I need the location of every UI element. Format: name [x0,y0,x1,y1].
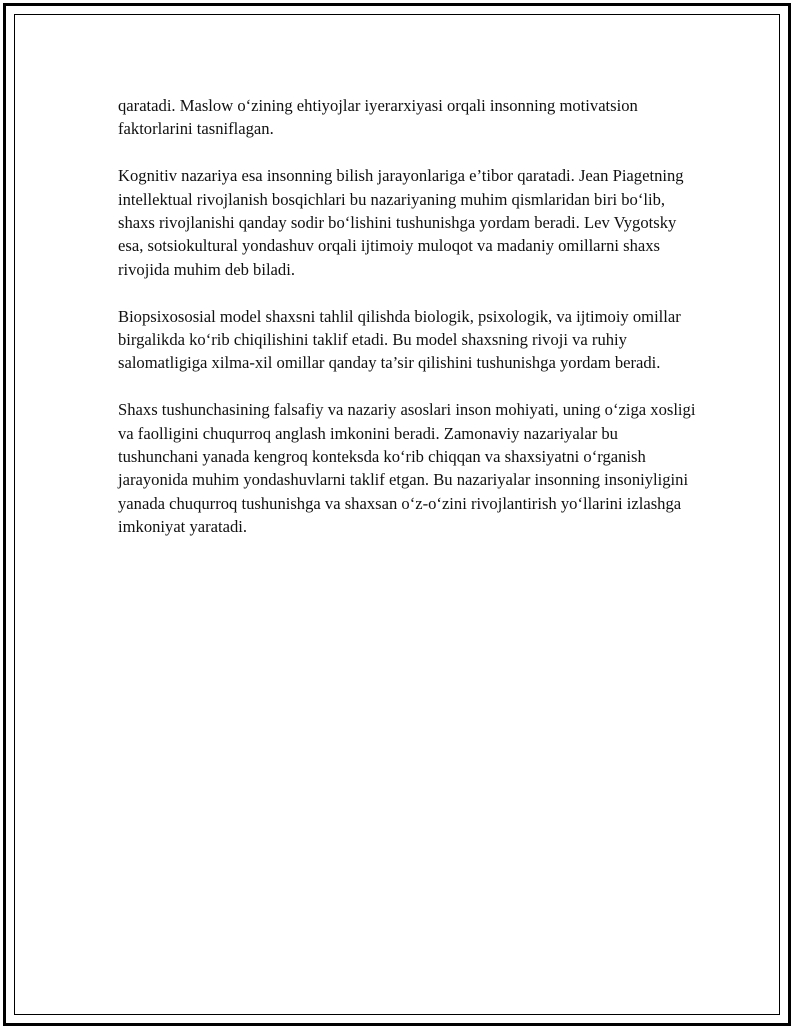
paragraph-biopsychosocial-model: Biopsixososial model shaxsni tahlil qilishda biologik, psixologik, va ijtimoiy omillar birgalikda ko‘rib chiqilishini taklif etadi. Bu model shaxsning rivoji va ruhiy salomatligiga xilma-xil omillar qanday ta’sir qilishini tushunishga yordam beradi. [118,306,681,373]
paragraph-conclusion: Shaxs tushunchasining falsafiy va nazariy asoslari inson mohiyati, uning o‘ziga xosligi va faolligini chuqurroq anglash imkonini beradi. Zamonaviy nazariyalar bu tushunchani yanada kengroq konteksda ko‘rib chiqqan va shaxsiyatni o‘rganish jarayonida muhim yondashuvlarni taklif etgan. Bu nazariyalar insonning insoniyligini yanada chuqurroq tushunishga va shaxsan o‘z-o‘zini rivojlantirish yo‘llarini izlashga imkoniyat yaratadi. [118,400,696,537]
paragraph-cognitive-theory: Kognitiv nazariya esa insonning bilish jarayonlariga e’tibor qaratadi. Jean Piagetning intellektual rivojlanish bosqichlari bu nazariyaning muhim qismlaridan biri bo‘lib, shaxs rivojlanishi qanday sodir bo‘lishini tushunishga yordam beradi. Lev Vygotsky esa, sotsiokultural yondashuv orqali ijtimoiy muloqot va madaniy omillarni shaxs rivojida muhim deb biladi. [118,166,684,279]
document-body [118,94,698,562]
paragraph-maslow: qaratadi. Maslow o‘zining ehtiyojlar iyerarxiyasi orqali insonning motivatsion faktorlarini tasniflagan. [118,96,638,139]
